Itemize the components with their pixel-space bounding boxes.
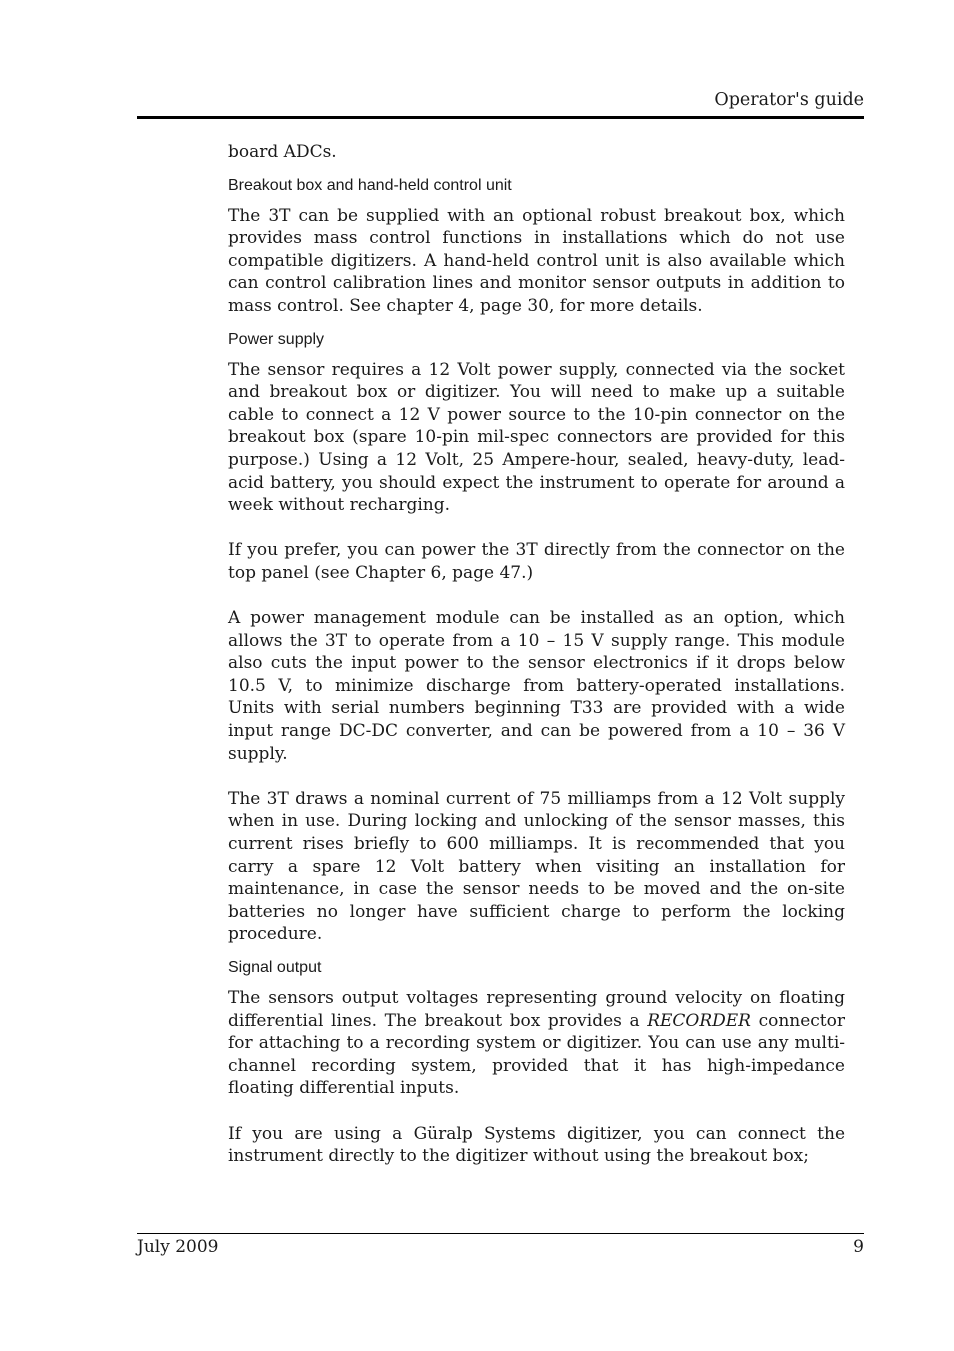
signal-paragraph-2: If you are using a Güralp Systems digitizer, you can connect the instrument directly to the digitizer without using the breakout box;	[228, 1123, 845, 1167]
running-header-title: Operator's guide	[714, 90, 864, 110]
footer-rule	[137, 1233, 864, 1234]
power-paragraph-3: A power management module can be installed as an option, which allows the 3T to operate from a 10 – 15 V supply range. This module also cuts the input power to the sensor electronics if it drops below 10.5 V, to minimize discharge from battery-operated installations. Units with serial numbers beginning T33 are provided with a wide input range DC-DC converter, and can be powered from a 10 – 36 V supply.	[228, 608, 845, 764]
heading-signal-output: Signal output	[228, 959, 322, 976]
heading-power-supply: Power supply	[228, 330, 325, 348]
signal-paragraph-1	[228, 987, 845, 1100]
recorder-connector-name: RECORDER	[647, 1010, 751, 1031]
signal-paragraph-1-text-a: The sensors output voltages representing ground velocity on floating differential lines. The breakout box provides a	[228, 988, 845, 1031]
power-paragraph-1: The sensor requires a 12 Volt power supply, connected via the socket and breakout box or digitizer. You will need to make up a suitable cable to connect a 12 V power source to the 10-pin connector on the breakout box (spare 10-pin mil-spec connectors are provided for this purpose.) Using a 12 Volt, 25 Ampere-hour, sealed, heavy-duty, lead-acid battery, you should expect the instrument to operate for around a week without recharging.	[228, 359, 845, 516]
breakout-paragraph: The 3T can be supplied with an optional robust breakout box, which provides mass control functions in installations which do not use compatible digitizers. A hand-held control unit is also available which can control calibration lines and monitor sensor outputs in addition to mass control. See chapter 4, page 30, for more details.	[228, 205, 845, 316]
header-rule	[137, 116, 864, 119]
power-paragraph-2: If you prefer, you can power the 3T directly from the connector on the top panel (see Chapter 6, page 47.)	[228, 540, 845, 583]
heading-breakout-box: Breakout box and hand-held control unit	[228, 176, 512, 194]
intro-paragraph: board ADCs.	[228, 142, 337, 162]
power-paragraph-4: The 3T draws a nominal current of 75 milliamps from a 12 Volt supply when in use. During locking and unlocking of the sensor masses, this current rises briefly to 600 milliamps. It is recommended that you carry a spare 12 Volt battery when visiting an installation for maintenance, in case the sensor needs to be moved and the on-site batteries no longer have sufficient charge to perform the locking procedure.	[228, 788, 845, 945]
page-body	[228, 141, 845, 1168]
page-number: 9	[853, 1237, 864, 1257]
signal-paragraph-1-text-b: connector for attaching to a recording system or digitizer. You can use any multi-channel recording system, provided that it has high-impedance floating differential inputs.	[228, 1010, 845, 1099]
footer-date: July 2009	[137, 1237, 219, 1257]
